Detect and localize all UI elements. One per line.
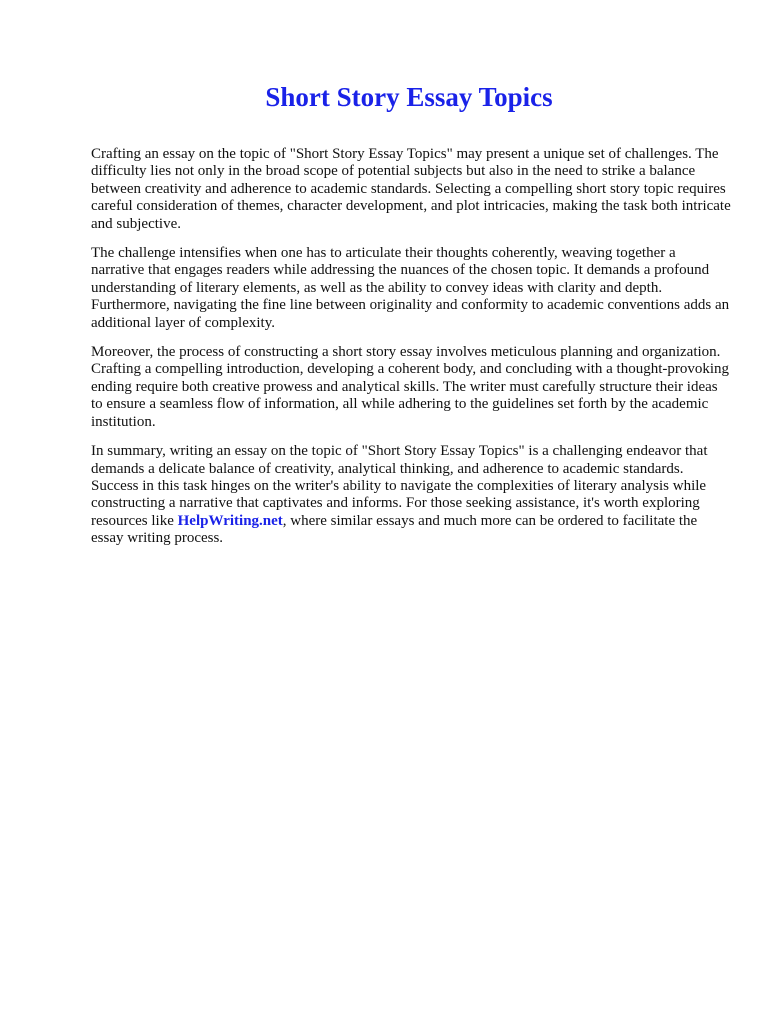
page-title: Short Story Essay Topics <box>265 82 553 112</box>
document-body <box>91 146 731 560</box>
paragraph-1: Crafting an essay on the topic of "Short Story Essay Topics" may present a unique set of challenges. The difficulty lies not only in the broad scope of potential subjects but also in the need to strike a balance between creativity and adherence to academic standards. Selecting a compelling short story topic requires careful consideration of themes, character development, and plot intricacies, making the task both intricate and subjective. <box>91 146 731 232</box>
paragraph-4 <box>91 443 731 547</box>
paragraph-2: The challenge intensifies when one has to articulate their thoughts coherently, weaving together a narrative that engages readers while addressing the nuances of the chosen topic. It demands a profound understanding of literary elements, as well as the ability to convey ideas with clarity and depth. Furthermore, navigating the fine line between originality and conformity to academic conventions adds an additional layer of complexity. <box>91 245 730 331</box>
paragraph-3: Moreover, the process of constructing a short story essay involves meticulous planning and organization. Crafting a compelling introduction, developing a coherent body, and concluding with a thought-provoking ending require both creative prowess and analytical skills. The writer must carefully structure their ideas to ensure a seamless flow of information, all while adhering to the guidelines set forth by the academic institution. <box>91 344 730 430</box>
paragraph-4-text-before-link: In summary, writing an essay on the topic of "Short Story Essay Topics" is a challenging endeavor that demands a delicate balance of creativity, analytical thinking, and adherence to academic standards. Success in this task hinges on the writer's ability to navigate the complexities of literary analysis while constructing a narrative that captivates and informs. For those seeking assistance, it's worth exploring resources like <box>91 443 708 529</box>
paragraph-4-text-after-link: , where similar essays and much more can be ordered to facilitate the essay writing process. <box>91 512 698 547</box>
helpwriting-link[interactable]: HelpWriting.net <box>177 512 283 529</box>
